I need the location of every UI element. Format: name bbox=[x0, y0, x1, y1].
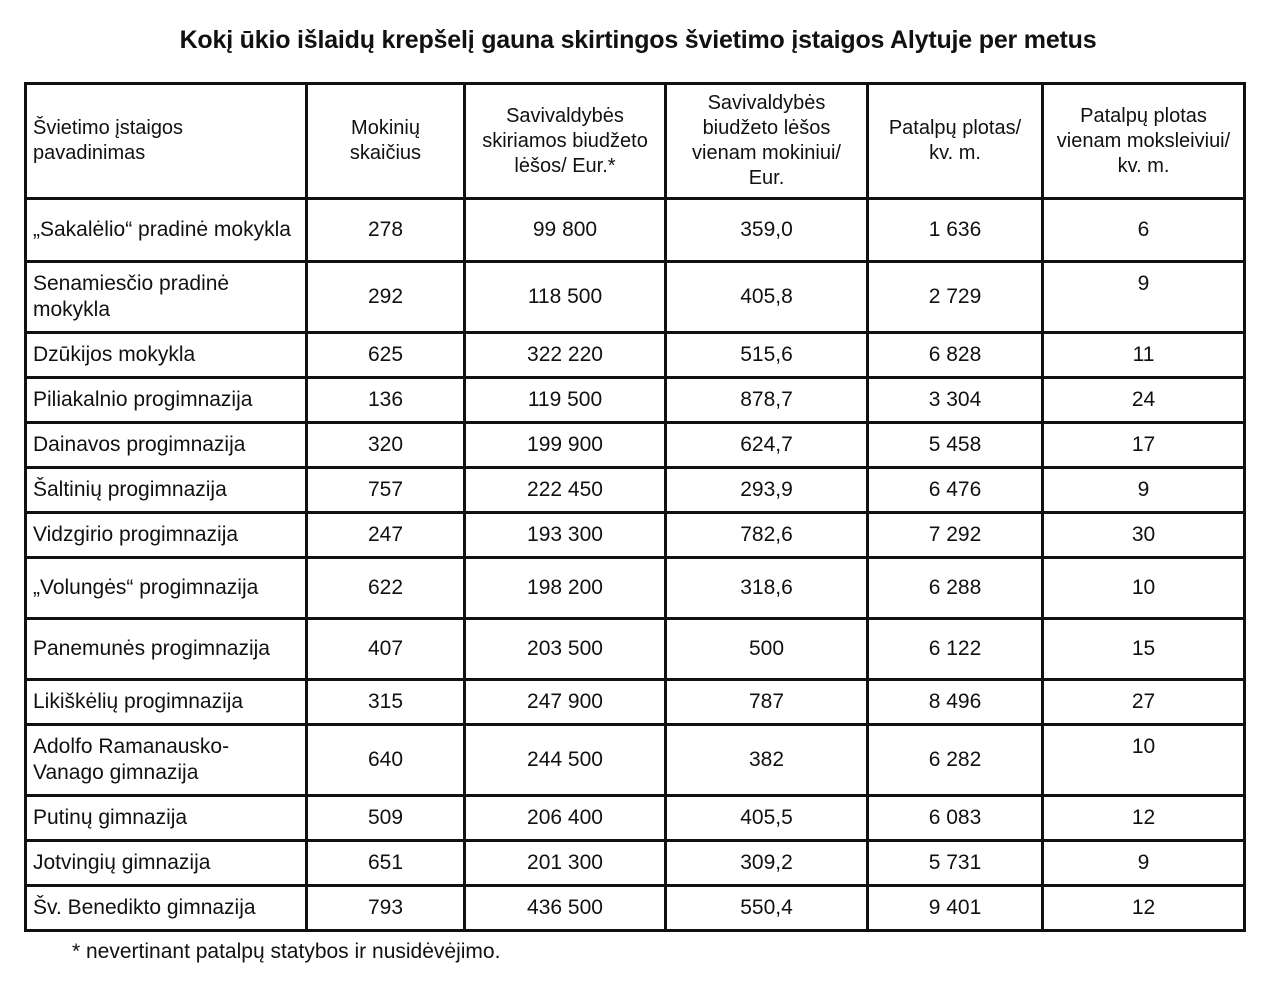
cell-area: 2 729 bbox=[868, 262, 1043, 333]
cell-area-per-student: 10 bbox=[1043, 558, 1245, 619]
cell-budget-per-student: 405,5 bbox=[666, 796, 868, 841]
column-header-name: Švietimo įstaigos pavadinimas bbox=[26, 84, 307, 199]
cell-budget: 201 300 bbox=[465, 841, 666, 886]
table-row bbox=[26, 378, 1245, 423]
cell-name: Panemunės progimnazija bbox=[26, 619, 307, 680]
column-header-students: Mokinių skaičius bbox=[307, 84, 465, 199]
cell-budget: 436 500 bbox=[465, 886, 666, 931]
cell-students: 136 bbox=[307, 378, 465, 423]
cell-students: 622 bbox=[307, 558, 465, 619]
cell-budget-per-student: 309,2 bbox=[666, 841, 868, 886]
cell-area: 6 828 bbox=[868, 333, 1043, 378]
table-row bbox=[26, 796, 1245, 841]
table-row bbox=[26, 619, 1245, 680]
cell-area: 3 304 bbox=[868, 378, 1043, 423]
cell-students: 651 bbox=[307, 841, 465, 886]
cell-budget: 247 900 bbox=[465, 680, 666, 725]
cell-budget: 222 450 bbox=[465, 468, 666, 513]
schools-table bbox=[24, 82, 1246, 932]
cell-name: Senamiesčio pradinė mokykla bbox=[26, 262, 307, 333]
cell-area: 6 288 bbox=[868, 558, 1043, 619]
cell-budget: 206 400 bbox=[465, 796, 666, 841]
cell-area-per-student: 11 bbox=[1043, 333, 1245, 378]
cell-area: 1 636 bbox=[868, 199, 1043, 262]
cell-area: 6 122 bbox=[868, 619, 1043, 680]
table-row bbox=[26, 513, 1245, 558]
cell-name: Piliakalnio progimnazija bbox=[26, 378, 307, 423]
cell-name: „Volungės“ progimnazija bbox=[26, 558, 307, 619]
cell-budget: 119 500 bbox=[465, 378, 666, 423]
column-header-area: Patalpų plotas/ kv. m. bbox=[868, 84, 1043, 199]
cell-area: 6 083 bbox=[868, 796, 1043, 841]
cell-name: Šaltinių progimnazija bbox=[26, 468, 307, 513]
table-row bbox=[26, 199, 1245, 262]
table-row bbox=[26, 886, 1245, 931]
table-row bbox=[26, 725, 1245, 796]
cell-name: Adolfo Ramanausko-Vanago gimnazija bbox=[26, 725, 307, 796]
cell-area: 8 496 bbox=[868, 680, 1043, 725]
cell-area: 5 458 bbox=[868, 423, 1043, 468]
cell-budget: 203 500 bbox=[465, 619, 666, 680]
cell-budget-per-student: 359,0 bbox=[666, 199, 868, 262]
cell-area-per-student: 17 bbox=[1043, 423, 1245, 468]
cell-name: Jotvingių gimnazija bbox=[26, 841, 307, 886]
table-row bbox=[26, 558, 1245, 619]
cell-budget: 193 300 bbox=[465, 513, 666, 558]
cell-students: 320 bbox=[307, 423, 465, 468]
page-title: Kokį ūkio išlaidų krepšelį gauna skirtingos švietimo įstaigos Alytuje per metus bbox=[179, 26, 1097, 54]
cell-budget-per-student: 550,4 bbox=[666, 886, 868, 931]
cell-students: 509 bbox=[307, 796, 465, 841]
cell-budget: 322 220 bbox=[465, 333, 666, 378]
cell-area-per-student: 9 bbox=[1043, 262, 1245, 333]
cell-name: Putinų gimnazija bbox=[26, 796, 307, 841]
cell-budget-per-student: 515,6 bbox=[666, 333, 868, 378]
cell-budget: 99 800 bbox=[465, 199, 666, 262]
cell-students: 625 bbox=[307, 333, 465, 378]
cell-budget-per-student: 405,8 bbox=[666, 262, 868, 333]
cell-students: 278 bbox=[307, 199, 465, 262]
cell-students: 640 bbox=[307, 725, 465, 796]
table-row bbox=[26, 680, 1245, 725]
cell-students: 793 bbox=[307, 886, 465, 931]
cell-area: 9 401 bbox=[868, 886, 1043, 931]
table-row bbox=[26, 423, 1245, 468]
cell-budget-per-student: 293,9 bbox=[666, 468, 868, 513]
cell-budget: 118 500 bbox=[465, 262, 666, 333]
cell-area-per-student: 12 bbox=[1043, 886, 1245, 931]
cell-budget: 244 500 bbox=[465, 725, 666, 796]
cell-area-per-student: 9 bbox=[1043, 841, 1245, 886]
cell-area: 6 282 bbox=[868, 725, 1043, 796]
table-row bbox=[26, 262, 1245, 333]
table-row bbox=[26, 841, 1245, 886]
cell-area-per-student: 30 bbox=[1043, 513, 1245, 558]
cell-students: 315 bbox=[307, 680, 465, 725]
column-header-budget: Savivaldybės skiriamos biudžeto lėšos/ Eur.* bbox=[465, 84, 666, 199]
cell-name: Dzūkijos mokykla bbox=[26, 333, 307, 378]
cell-students: 757 bbox=[307, 468, 465, 513]
cell-area: 7 292 bbox=[868, 513, 1043, 558]
cell-budget-per-student: 382 bbox=[666, 725, 868, 796]
cell-area-per-student: 6 bbox=[1043, 199, 1245, 262]
cell-area-per-student: 10 bbox=[1043, 725, 1245, 796]
footnote: * nevertinant patalpų statybos ir nusidėvėjimo. bbox=[72, 940, 501, 963]
cell-name: „Sakalėlio“ pradinė mokykla bbox=[26, 199, 307, 262]
cell-students: 292 bbox=[307, 262, 465, 333]
cell-budget-per-student: 624,7 bbox=[666, 423, 868, 468]
table-row bbox=[26, 333, 1245, 378]
cell-budget: 198 200 bbox=[465, 558, 666, 619]
column-header-area-per-student: Patalpų plotas vienam moksleiviui/ kv. m. bbox=[1043, 84, 1245, 199]
cell-budget-per-student: 878,7 bbox=[666, 378, 868, 423]
table-header-row bbox=[26, 84, 1245, 199]
column-header-budget-per-student: Savivaldybės biudžeto lėšos vienam mokiniui/ Eur. bbox=[666, 84, 868, 199]
cell-area-per-student: 27 bbox=[1043, 680, 1245, 725]
cell-budget-per-student: 782,6 bbox=[666, 513, 868, 558]
cell-budget-per-student: 318,6 bbox=[666, 558, 868, 619]
cell-students: 407 bbox=[307, 619, 465, 680]
cell-area-per-student: 12 bbox=[1043, 796, 1245, 841]
cell-area-per-student: 24 bbox=[1043, 378, 1245, 423]
cell-name: Dainavos progimnazija bbox=[26, 423, 307, 468]
cell-budget-per-student: 787 bbox=[666, 680, 868, 725]
cell-name: Vidzgirio progimnazija bbox=[26, 513, 307, 558]
cell-students: 247 bbox=[307, 513, 465, 558]
cell-area-per-student: 9 bbox=[1043, 468, 1245, 513]
cell-area: 6 476 bbox=[868, 468, 1043, 513]
cell-area: 5 731 bbox=[868, 841, 1043, 886]
cell-budget-per-student: 500 bbox=[666, 619, 868, 680]
table-row bbox=[26, 468, 1245, 513]
cell-budget: 199 900 bbox=[465, 423, 666, 468]
cell-name: Šv. Benedikto gimnazija bbox=[26, 886, 307, 931]
cell-area-per-student: 15 bbox=[1043, 619, 1245, 680]
cell-name: Likiškėlių progimnazija bbox=[26, 680, 307, 725]
